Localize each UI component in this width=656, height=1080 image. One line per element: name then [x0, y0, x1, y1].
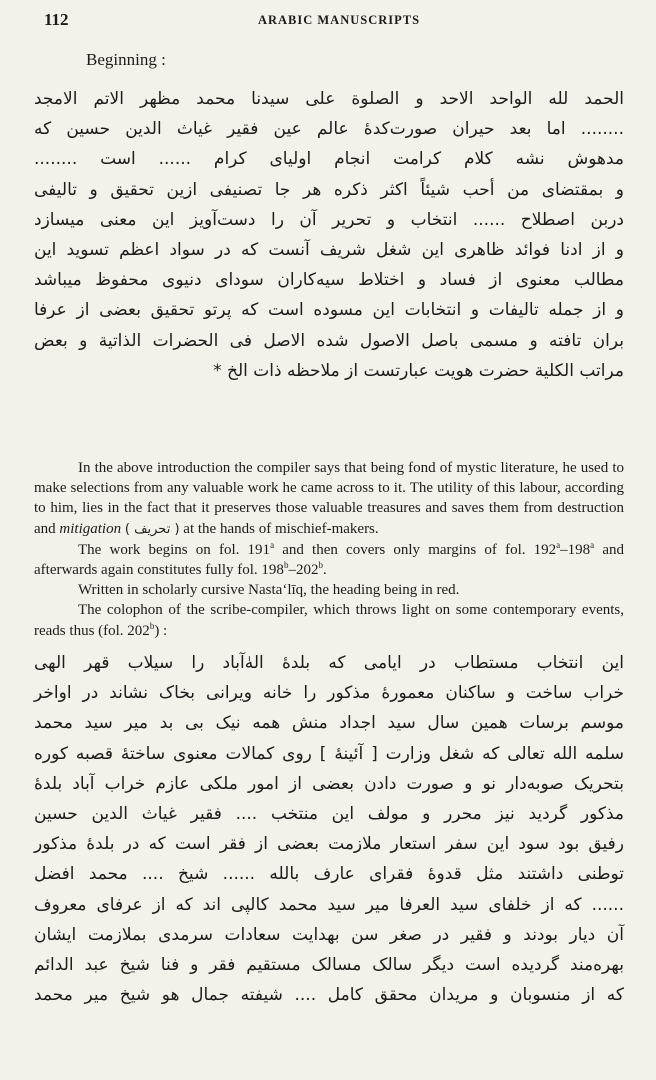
- page-header: [44, 10, 634, 36]
- paragraph-script: Written in scholarly cursive Nasta‘līq, the heading being in red.: [78, 582, 460, 599]
- persian-line: مراتب الکلیة حضرت هویت عبارتست از ملاحظه ذات الخ *: [213, 360, 624, 381]
- persian-line: و بمقتضای من أحب شیئاً اکثر ذکره هر جا تصنیفی ازین تحقیق و تالیفی: [34, 179, 624, 200]
- persian-line: سلمه الله تعالی که شغل وزارت [ آئینهٔ ] روی کمالات معنوی ساختهٔ قصبه کوره: [34, 743, 624, 764]
- running-head: ARABIC MANUSCRIPTS: [257, 13, 421, 27]
- persian-line: خراب ساخت و ساکنان معمورهٔ مذکور را خانه ویرانی بخاک نشاند در اواخر: [34, 683, 624, 704]
- persian-line: ...... که از خلفای سید العرفا میر سید محمد کالپی اند که از عرفای معروف: [34, 894, 624, 915]
- folio-sup: b: [283, 560, 289, 571]
- persian-line: الحمد لله الواحد الاحد و الصلوة علی سیدنا محمد مظهر الاتم الامجد: [34, 89, 624, 109]
- paragraph-text-end: at the hands of mischief-makers.: [183, 520, 379, 537]
- folio-sup: b: [149, 620, 155, 631]
- paragraph-colophon-intro: [34, 600, 624, 640]
- persian-line: و از جمله تالیفات و انتخابات این مسوده است که پرتو تحقیق بعضی از عرفا: [34, 300, 624, 321]
- persian-line: ........ اما بعد حیران صورت‌کدهٔ عالم عین فقیر غیاث الدین حسین که: [34, 119, 624, 140]
- paragraph-introduction-summary: [34, 458, 624, 540]
- italic-term: mitigation: [59, 520, 122, 537]
- persian-line: آن دیار بودند و فقیر در صغر سن بهدایت سعادات سرمدی بملازمت ایشان: [34, 924, 624, 945]
- persian-line: رفیق بود سود این سفر استعار ملازمت بعضی از فقر است که در بلدهٔ مذکور: [34, 834, 624, 855]
- folio-text: –198: [560, 541, 591, 558]
- persian-line: بران تافته و مسمی باصل الاصول شده الاصل فی الحضرات الذاتیة و بعض: [34, 330, 624, 351]
- persian-line: بهره‌مند گردیده است دیگر سالک مسالک مستقیم فقر و فنا شیخ عبد الدائم: [34, 954, 624, 975]
- folio-sup: a: [590, 539, 595, 550]
- persian-passage-colophon: [34, 648, 624, 1010]
- persian-line: مطالب معنوی از فساد و اختلاط سیه‌کاران سودای دنیوی محفوظ میباشد: [34, 270, 624, 291]
- persian-line: توطنی داشتند مثل قدوهٔ فقرای عارف بالله ...... شیخ .... محمد افضل: [34, 864, 624, 885]
- persian-line: بتحریک صوبه‌دار نو و صورت دادن بعضی از امور ملکی عازم خراب آباد بلدهٔ: [34, 773, 624, 794]
- folio-text: and afterwards again constitutes fully fol. 198: [34, 541, 624, 579]
- persian-line: که از منسوبان و مریدان محقق کامل .... شیفته جمال هو شیخ میر محمد: [34, 985, 624, 1006]
- persian-passage-introduction: [34, 84, 624, 386]
- persian-line: مذکور گردید نیز محرر و مولف این منتخب .... فقیر غیاث الدین حسین: [34, 803, 624, 824]
- colophon-text-end: ) :: [154, 622, 168, 639]
- persian-line: دربن اصطلاح ...... انتخاب و تحریر آن را دست‌آویز این معنی میسازد: [34, 209, 624, 230]
- page-number: 112: [44, 10, 69, 29]
- folio-text: .: [322, 562, 327, 579]
- english-description: [34, 458, 624, 641]
- colophon-text: The colophon of the scribe-compiler, which throws light on some contemporary events, reads thus (fol. 202: [34, 602, 624, 639]
- arabic-inline-term: ( تحریف ): [124, 521, 180, 537]
- folio-sup: b: [318, 560, 323, 571]
- persian-line: موسم برسات همین سال سید اجداد منش همه نیک بی بد میر سید محمد: [34, 713, 624, 734]
- paragraph-text: In the above introduction the compiler says that being fond of mystic literature, he used to make selections from any valuable work he came across to it. The utility of this labour, according to him, lies in the fact that it preserves those valuable treasures and saves them from destruction and: [34, 460, 624, 537]
- folio-text: The work begins on fol. 191: [78, 541, 271, 558]
- persian-line: مدهوش نشه کلام کرامت انجام اولیای کرام ...... است ........: [34, 149, 624, 170]
- folio-sup: a: [556, 539, 561, 550]
- beginning-label: Beginning :: [86, 50, 166, 69]
- folio-text: –202: [288, 562, 319, 579]
- folio-text: and then covers only margins of fol. 192: [274, 541, 557, 558]
- persian-line: و از ادنا فوائد ظاهری این شغل شریف آنست که در سواد اعظم تسوید این: [34, 239, 624, 260]
- folio-sup: a: [270, 539, 275, 550]
- paragraph-folios: [34, 540, 624, 580]
- persian-line: این انتخاب مستطاب در ایامی که بلدهٔ الهٰ‌آباد را سیلاب قهر الهی: [34, 653, 624, 673]
